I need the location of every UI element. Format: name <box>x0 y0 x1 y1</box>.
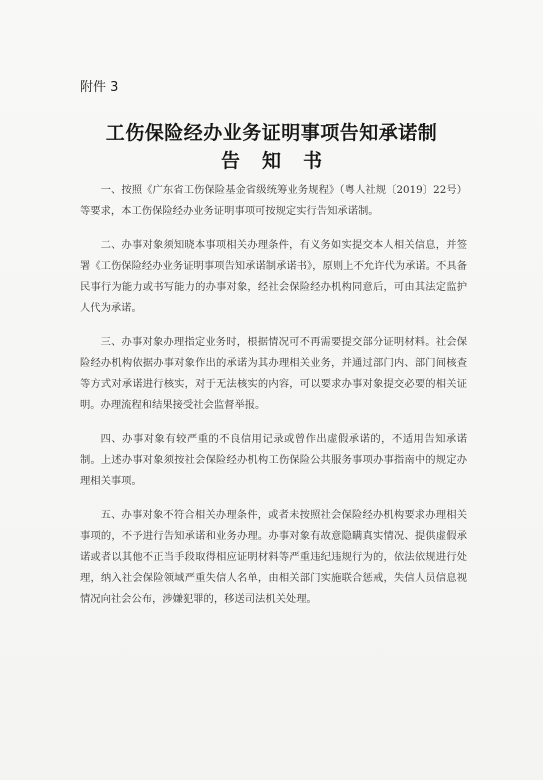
paragraph-5: 五、办事对象不符合相关办理条件，或者未按照社会保险经办机构要求办理相关事项的，不予进行告知承诺和业务办理。办事对象有故意隐瞒真实情况、提供虚假承诺或者以其他不正当手段取得相应证明材料等严重违纪违规行为的，依法依规进行处理，纳入社会保险领域严重失信人名单，由相关部门实施联合惩戒，失信人员信息视情况向社会公布，涉嫌犯罪的，移送司法机关处理。 <box>80 509 467 605</box>
paragraph-2: 二、办事对象须知晓本事项相关办理条件，有义务如实提交本人相关信息，并签署《工伤保险经办业务证明事项告知承诺制承诺书》，原则上不允许代为承诺。不具备民事行为能力或书写能力的办事对象，经社会保险经办机构同意后，可由其法定监护人代为承诺。 <box>80 239 467 314</box>
paragraph-3: 三、办事对象办理指定业务时，根据情况可不再需要提交部分证明材料。社会保险经办机构依据办事对象作出的承诺为其办理相关业务，并通过部门内、部门间核查等方式对承诺进行核实，对于无法核实的内容，可以要求办事对象提交必要的相关证明。办理流程和结果接受社会监督举报。 <box>80 336 467 411</box>
paragraph-4: 四、办事对象有较严重的不良信用记录或曾作出虚假承诺的，不适用告知承诺制。上述办事对象须按社会保险经办机构工伤保险公共服务事项办事指南中的规定办理相关事项。 <box>80 433 467 487</box>
document-body <box>80 180 467 623</box>
attachment-label: 附件 3 <box>80 80 119 95</box>
paragraph-1: 一、按照《广东省工伤保险基金省级统筹业务规程》（粤人社规〔2019〕22号）等要求，本工伤保险经办业务证明事项可按规定实行告知承诺制。 <box>80 184 467 217</box>
document-title: 工伤保险经办业务证明事项告知承诺制 <box>105 122 438 144</box>
document-subtitle: 告知书 <box>220 150 344 172</box>
